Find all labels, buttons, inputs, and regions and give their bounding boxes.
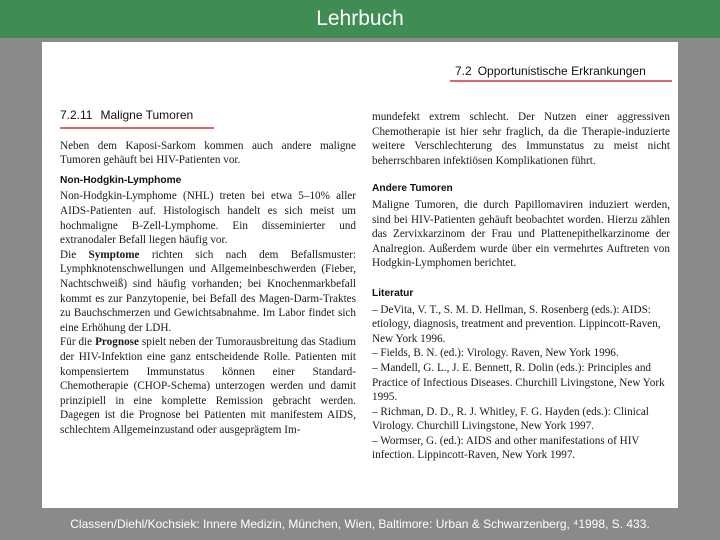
left-column <box>60 108 356 437</box>
section-number: 7.2.11 <box>60 108 93 122</box>
source-citation: Classen/Diehl/Kochsiek: Innere Medizin, München, Wien, Baltimore: Urban & Schwarzenberg, ⁴1998, S. 433. <box>70 517 650 531</box>
prognose-term: Prognose <box>95 336 139 349</box>
reference-item: – Wormser, G. (ed.): AIDS and other manifestations of HIV infection. Lippincott-Raven, New York 1997. <box>372 434 640 462</box>
nhl-p2-lead: Die <box>60 248 89 261</box>
nhl-p3-lead: Für die <box>60 336 96 349</box>
reference-item: – Fields, B. N. (ed.): Virology. Raven, New York 1996. <box>372 347 619 360</box>
textbook-page-scan <box>42 42 678 508</box>
header-number: 7.2 <box>455 64 472 78</box>
section-title-text: Maligne Tumoren <box>100 108 194 122</box>
running-header <box>455 64 646 78</box>
right-column <box>372 110 670 463</box>
nhl-p3-rest: spielt neben der Tumorausbreitung das Stadium der HIV-Infektion eine ganz entscheidende Rolle. Patienten mit kompensiertem Immunstatus können einer Standard-Chemotherapie (CHOP-Schema) unterzogen werden und damit prinzipiell in eine komplette Remission gebracht werden. Dagegen ist die Prognose bei Patienten mit manifestem AIDS, schlechtem Allgemeinzustand oder ausgeprägtem Im- <box>60 336 356 436</box>
nhl-paragraph-1: Non-Hodgkin-Lymphome (NHL) treten bei etwa 5–10% aller AIDS-Patienten auf. Histologisch handelt es sich meist um hochmaligne B-Zell-Lymphome. Ein disseminierter und extranodaler Befall liegen häufig vor. <box>60 190 356 247</box>
intro-paragraph: Neben dem Kaposi-Sarkom kommen auch andere maligne Tumoren gehäuft bei HIV-Patienten vor. <box>60 139 356 167</box>
other-tumors-paragraph: Maligne Tumoren, die durch Papillomaviren induziert werden, sind bei HIV-Patienten gehäuft beobachtet worden. Hierzu zählen das Zervixkarzinom der Frau und Plattenepithelkarzinome der Analregion. Außerdem wurde über ein vermehrtes Auftreten von Hodgkin-Lymphomen berichtet. <box>372 198 670 270</box>
reference-item: – Mandell, G. L., J. E. Bennett, R. Dolin (eds.): Principles and Practice of Infectious Diseases. Churchill Livingstone, New York 1995. <box>372 361 665 404</box>
section-title <box>60 108 356 123</box>
nhl-heading: Non-Hodgkin-Lymphome <box>60 174 182 186</box>
nhl-paragraph-3 <box>60 335 356 437</box>
symptome-term: Symptome <box>88 248 140 261</box>
reference-item: – Richman, D. D., R. J. Whitley, F. G. Hayden (eds.): Clinical Virology. Churchill Livingstone, New York 1997. <box>372 405 649 433</box>
header-rule <box>450 80 672 82</box>
reference-item: – DeVita, V. T., S. M. D. Hellman, S. Rosenberg (eds.): AIDS: etiology, diagnosis, treatment and prevention. Lippincott-Raven, New York 1996. <box>372 303 661 345</box>
other-tumors-heading: Andere Tumoren <box>372 183 453 195</box>
right-continuation-paragraph: mundefekt extrem schlecht. Der Nutzen einer aggressiven Chemotherapie ist hier sehr fraglich, da die Therapie-induzierte weitere Verschlechterung des Immunstatus zu meist nicht beherrschbaren infektiösen Komplikationen führt. <box>372 111 670 167</box>
section-rule <box>60 127 214 129</box>
nhl-paragraph-2 <box>60 248 356 336</box>
header-title: Opportunistische Erkrankungen <box>477 64 646 78</box>
literature-heading: Literatur <box>372 287 414 299</box>
nhl-p2-rest: richten sich nach dem Befallsmuster: Lymphknotenschwellungen und Allgemeinbeschwerden (Fieber, Nachtschweiß) sind häufig vorhanden; bei Knochenmarkbefall kommt es zur Panzytopenie, bei Befall des Magen-Darm-Traktes zu Bauchschmerzen und Gewichtsabnahme. Im Labor findet sich eine Erhöhung der LDH. <box>60 248 356 334</box>
slide-title: Lehrbuch <box>0 0 720 38</box>
